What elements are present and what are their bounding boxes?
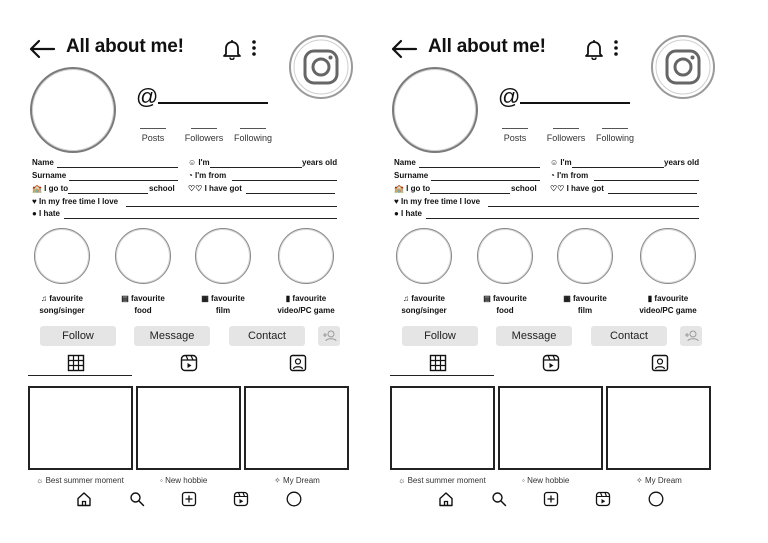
highlight-label-line1: ▮ favourite bbox=[285, 294, 327, 303]
back-arrow-icon[interactable] bbox=[390, 38, 418, 60]
highlight-label-line2: film bbox=[577, 306, 593, 315]
caption-text: New hobbie bbox=[165, 476, 208, 485]
highlight-label-line1: ▮ favourite bbox=[647, 294, 689, 303]
highlight-label-song bbox=[381, 293, 467, 317]
home-icon[interactable] bbox=[76, 491, 92, 507]
field-from-line bbox=[594, 180, 699, 181]
field-hate-line bbox=[64, 218, 337, 219]
post-tile-hobbie[interactable] bbox=[136, 386, 241, 470]
grid-icon[interactable] bbox=[67, 354, 85, 372]
field-school-line bbox=[430, 193, 510, 194]
add-post-icon[interactable] bbox=[181, 491, 197, 507]
username-handle: @ bbox=[136, 84, 159, 109]
caption-emoji-icon: ☼ bbox=[398, 476, 408, 485]
add-post-icon[interactable] bbox=[543, 491, 559, 507]
page-title: All about me! bbox=[428, 36, 546, 57]
page-title: All about me! bbox=[66, 36, 184, 57]
more-dots-icon[interactable] bbox=[612, 38, 620, 58]
back-arrow-icon[interactable] bbox=[28, 38, 56, 60]
field-free-time-line bbox=[488, 206, 699, 207]
highlight-label-line1: ▤ favourite bbox=[483, 294, 527, 303]
caption-dream bbox=[274, 476, 320, 485]
field-free-time-label: ♥ In my free time I love bbox=[32, 197, 119, 206]
caption-emoji-icon: ◦ bbox=[522, 476, 528, 485]
highlight-label-food bbox=[462, 293, 548, 317]
stat-following-label: Following bbox=[233, 133, 273, 143]
caption-hobbie bbox=[522, 476, 569, 485]
caption-emoji-icon: ✧ bbox=[636, 476, 645, 485]
highlight-circle-food[interactable] bbox=[115, 228, 171, 284]
field-go-to-label: 🏫 I go to bbox=[32, 184, 69, 193]
highlight-label-line2: video/PC game bbox=[277, 306, 335, 315]
caption-text: My Dream bbox=[282, 476, 320, 485]
post-tile-dream[interactable] bbox=[244, 386, 349, 470]
field-have-got-label: ♡♡ I have got bbox=[550, 184, 604, 193]
highlight-circle-food[interactable] bbox=[477, 228, 533, 284]
message-button[interactable]: Message bbox=[134, 326, 210, 346]
stat-following bbox=[594, 128, 636, 143]
avatar bbox=[30, 67, 116, 153]
bell-icon[interactable] bbox=[222, 38, 242, 60]
reels-icon[interactable] bbox=[180, 354, 198, 372]
field-hate-label: ● I hate bbox=[394, 209, 422, 218]
highlight-label-line1: ▦ favourite bbox=[563, 294, 607, 303]
profile-worksheet-right bbox=[362, 0, 724, 543]
caption-emoji-icon: ◦ bbox=[160, 476, 166, 485]
profile-icon[interactable] bbox=[648, 491, 664, 507]
more-dots-icon[interactable] bbox=[250, 38, 258, 58]
highlight-label-game bbox=[263, 293, 349, 317]
caption-emoji-icon: ☼ bbox=[36, 476, 46, 485]
instagram-logo-icon bbox=[648, 34, 718, 100]
highlight-circle-film[interactable] bbox=[195, 228, 251, 284]
field-free-time-line bbox=[126, 206, 337, 207]
highlight-label-line1: ▤ favourite bbox=[121, 294, 165, 303]
contact-button[interactable]: Contact bbox=[229, 326, 305, 346]
highlight-circle-game[interactable] bbox=[640, 228, 696, 284]
field-hate-label: ● I hate bbox=[32, 209, 60, 218]
field-free-time-label: ♥ In my free time I love bbox=[394, 197, 481, 206]
highlight-label-food bbox=[100, 293, 186, 317]
active-tab-indicator bbox=[390, 375, 494, 376]
reels-nav-icon[interactable] bbox=[233, 491, 249, 507]
caption-hobbie bbox=[160, 476, 207, 485]
stat-posts bbox=[502, 128, 528, 143]
field-name-label: Name bbox=[394, 158, 416, 167]
add-user-button[interactable] bbox=[318, 326, 340, 346]
highlight-label-film bbox=[180, 293, 266, 317]
field-name-line bbox=[57, 167, 178, 168]
caption-emoji-icon: ✧ bbox=[274, 476, 283, 485]
contact-button[interactable]: Contact bbox=[591, 326, 667, 346]
highlight-circle-game[interactable] bbox=[278, 228, 334, 284]
field-im-label: ☺ I'm bbox=[188, 158, 210, 167]
stat-followers-label: Followers bbox=[184, 133, 224, 143]
field-surname-label: Surname bbox=[394, 171, 429, 180]
search-icon[interactable] bbox=[129, 491, 145, 507]
profile-icon[interactable] bbox=[286, 491, 302, 507]
field-age-line bbox=[210, 167, 302, 168]
add-user-icon bbox=[318, 326, 340, 346]
field-surname-label: Surname bbox=[32, 171, 67, 180]
highlight-label-song bbox=[19, 293, 105, 317]
field-go-to-label: 🏫 I go to bbox=[394, 184, 431, 193]
post-tile-dream[interactable] bbox=[606, 386, 711, 470]
stat-following bbox=[232, 128, 274, 143]
highlight-label-line2: food bbox=[134, 306, 152, 315]
field-school-label: school bbox=[511, 184, 537, 193]
caption-text: New hobbie bbox=[527, 476, 570, 485]
username-blank-line bbox=[520, 102, 630, 104]
field-have-got-line bbox=[608, 193, 697, 194]
field-school-line bbox=[68, 193, 148, 194]
field-years-old-label: years old bbox=[302, 158, 338, 167]
stat-posts-label: Posts bbox=[141, 133, 165, 143]
field-im-label: ☺ I'm bbox=[550, 158, 572, 167]
field-from-label: ◔ I'm from bbox=[188, 171, 227, 180]
stat-posts-label: Posts bbox=[503, 133, 527, 143]
stat-following-label: Following bbox=[595, 133, 635, 143]
follow-button[interactable]: Follow bbox=[402, 326, 478, 346]
field-name-label: Name bbox=[32, 158, 54, 167]
field-hate-line bbox=[426, 218, 699, 219]
stat-followers bbox=[544, 128, 588, 143]
stat-posts bbox=[140, 128, 166, 143]
caption-summer bbox=[36, 476, 124, 485]
field-surname-line bbox=[69, 180, 178, 181]
highlight-label-film bbox=[542, 293, 628, 317]
highlight-label-line1: ▦ favourite bbox=[201, 294, 245, 303]
highlight-circle-song[interactable] bbox=[34, 228, 90, 284]
stat-followers-label: Followers bbox=[546, 133, 586, 143]
add-user-button[interactable] bbox=[680, 326, 702, 346]
caption-text: My Dream bbox=[644, 476, 682, 485]
highlight-label-game bbox=[625, 293, 711, 317]
field-have-got-line bbox=[246, 193, 335, 194]
search-icon[interactable] bbox=[491, 491, 507, 507]
highlight-label-line2: song/singer bbox=[401, 306, 447, 315]
username-blank-line bbox=[158, 102, 268, 104]
caption-text: Best summer moment bbox=[45, 476, 124, 485]
field-surname-line bbox=[431, 180, 540, 181]
grid-icon[interactable] bbox=[429, 354, 447, 372]
highlight-label-line1: ♫ favourite bbox=[40, 294, 83, 303]
field-have-got-label: ♡♡ I have got bbox=[188, 184, 242, 193]
message-button[interactable]: Message bbox=[496, 326, 572, 346]
post-tile-summer[interactable] bbox=[28, 386, 133, 470]
caption-dream bbox=[636, 476, 682, 485]
field-age-line bbox=[572, 167, 664, 168]
field-years-old-label: years old bbox=[664, 158, 700, 167]
highlight-label-line2: song/singer bbox=[39, 306, 85, 315]
profile-worksheet-left bbox=[0, 0, 362, 543]
highlight-circle-song[interactable] bbox=[396, 228, 452, 284]
home-icon[interactable] bbox=[438, 491, 454, 507]
highlight-circle-film[interactable] bbox=[557, 228, 613, 284]
add-user-icon bbox=[680, 326, 702, 346]
active-tab-indicator bbox=[28, 375, 132, 376]
field-from-label: ◔ I'm from bbox=[550, 171, 589, 180]
tagged-icon[interactable] bbox=[651, 354, 669, 372]
highlight-label-line2: food bbox=[496, 306, 514, 315]
tagged-icon[interactable] bbox=[289, 354, 307, 372]
post-tile-hobbie[interactable] bbox=[498, 386, 603, 470]
field-name-line bbox=[419, 167, 540, 168]
highlight-label-line2: film bbox=[215, 306, 231, 315]
reels-nav-icon[interactable] bbox=[595, 491, 611, 507]
highlight-label-line1: ♫ favourite bbox=[402, 294, 445, 303]
post-tile-summer[interactable] bbox=[390, 386, 495, 470]
caption-text: Best summer moment bbox=[407, 476, 486, 485]
avatar bbox=[392, 67, 478, 153]
reels-icon[interactable] bbox=[542, 354, 560, 372]
field-from-line bbox=[232, 180, 337, 181]
caption-summer bbox=[398, 476, 486, 485]
follow-button[interactable]: Follow bbox=[40, 326, 116, 346]
instagram-logo-icon bbox=[286, 34, 356, 100]
highlight-label-line2: video/PC game bbox=[639, 306, 697, 315]
bell-icon[interactable] bbox=[584, 38, 604, 60]
username-handle: @ bbox=[498, 84, 521, 109]
field-school-label: school bbox=[149, 184, 175, 193]
stat-followers bbox=[182, 128, 226, 143]
